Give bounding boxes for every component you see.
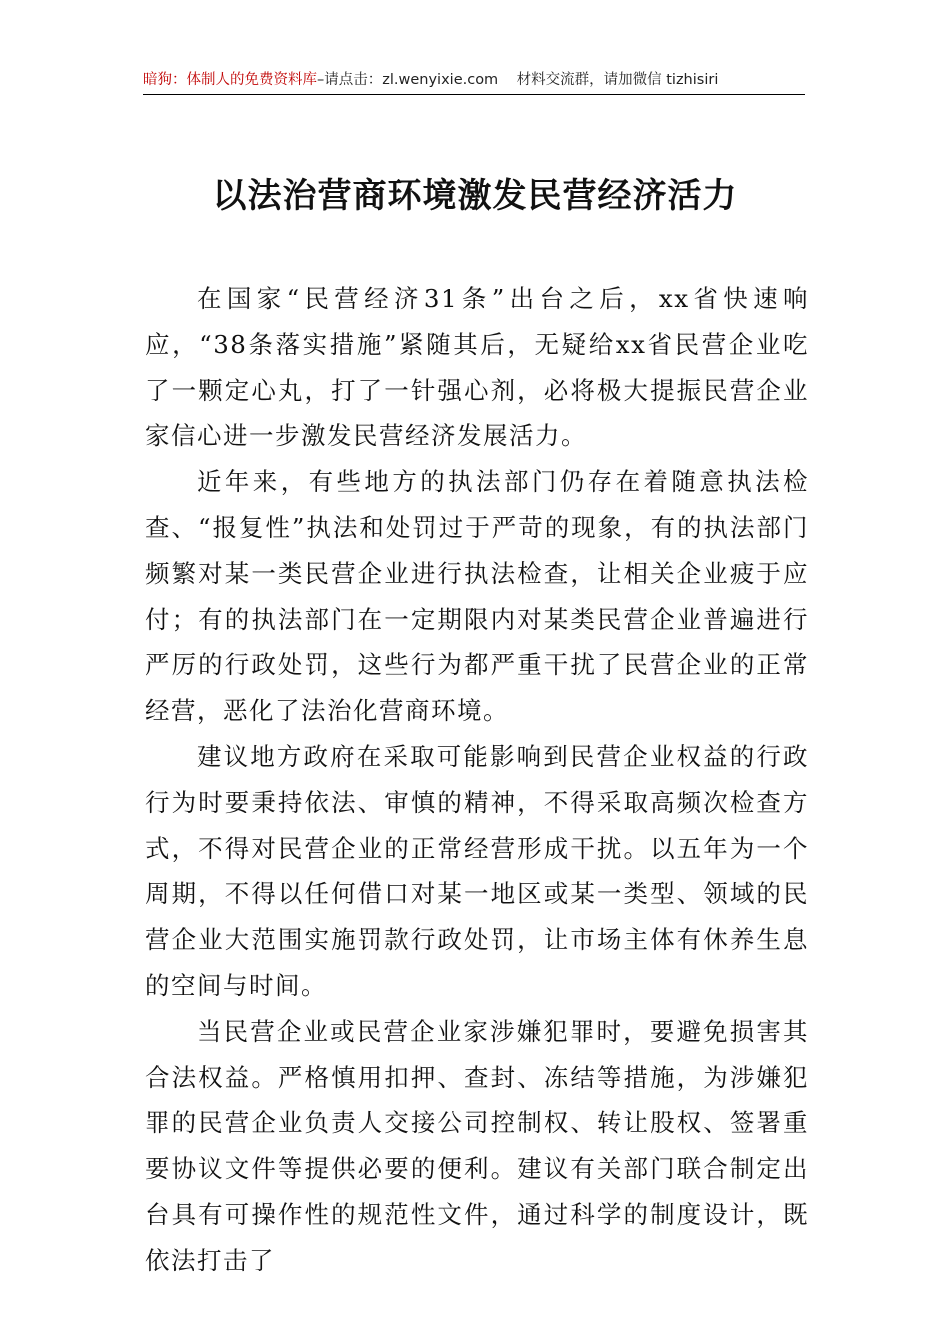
header-click-prompt: –请点击：: [317, 72, 383, 88]
paragraph-2: 近年来，有些地方的执法部门仍存在着随意执法检查、“报复性”执法和处罚过于严苛的现象，有的执法部门频繁对某一类民营企业进行执法检查，让相关企业疲于应付；有的执法部门在一定期限内对某类民营企业普遍进行严厉的行政处罚，这些行为都严重干扰了民营企业的正常经营，恶化了法治化营商环境。: [145, 467, 809, 726]
paragraph-4: 当民营企业或民营企业家涉嫌犯罪时，要避免损害其合法权益。严格慎用扣押、查封、冻结等措施，为涉嫌犯罪的民营企业负责人交接公司控制权、转让股权、签署重要协议文件等提供必要的便利。建议有关部门联合制定出台具有可操作性的规范性文件，通过科学的制度设计，既依法打击了: [145, 1016, 809, 1275]
page-header: [143, 68, 805, 92]
paragraph-1: 在国家“民营经济31条”出台之后，xx省快速响应，“38条落实措施”紧随其后，无疑给xx省民营企业吃了一颗定心丸，打了一针强心剂，必将极大提振民营企业家信心进一步激发民营经济发展活力。: [145, 284, 809, 451]
header-divider: [143, 94, 805, 95]
header-contact: 材料交流群，请加微信 tizhisiri: [516, 72, 719, 88]
paragraph-3: 建议地方政府在采取可能影响到民营企业权益的行政行为时要秉持依法、审慎的精神，不得采取高频次检查方式，不得对民营企业的正常经营形成干扰。以五年为一个周期，不得以任何借口对某一地区或某一类型、领域的民营企业大范围实施罚款行政处罚，让市场主体有休养生息的空间与时间。: [145, 741, 809, 1000]
document-title: 以法治营商环境激发民营经济活力: [212, 176, 738, 216]
document-body: [145, 276, 809, 1284]
header-site-label: 暗狗：体制人的免费资料库: [143, 72, 317, 88]
header-url-link[interactable]: zl.wenyixie.com: [382, 72, 499, 88]
